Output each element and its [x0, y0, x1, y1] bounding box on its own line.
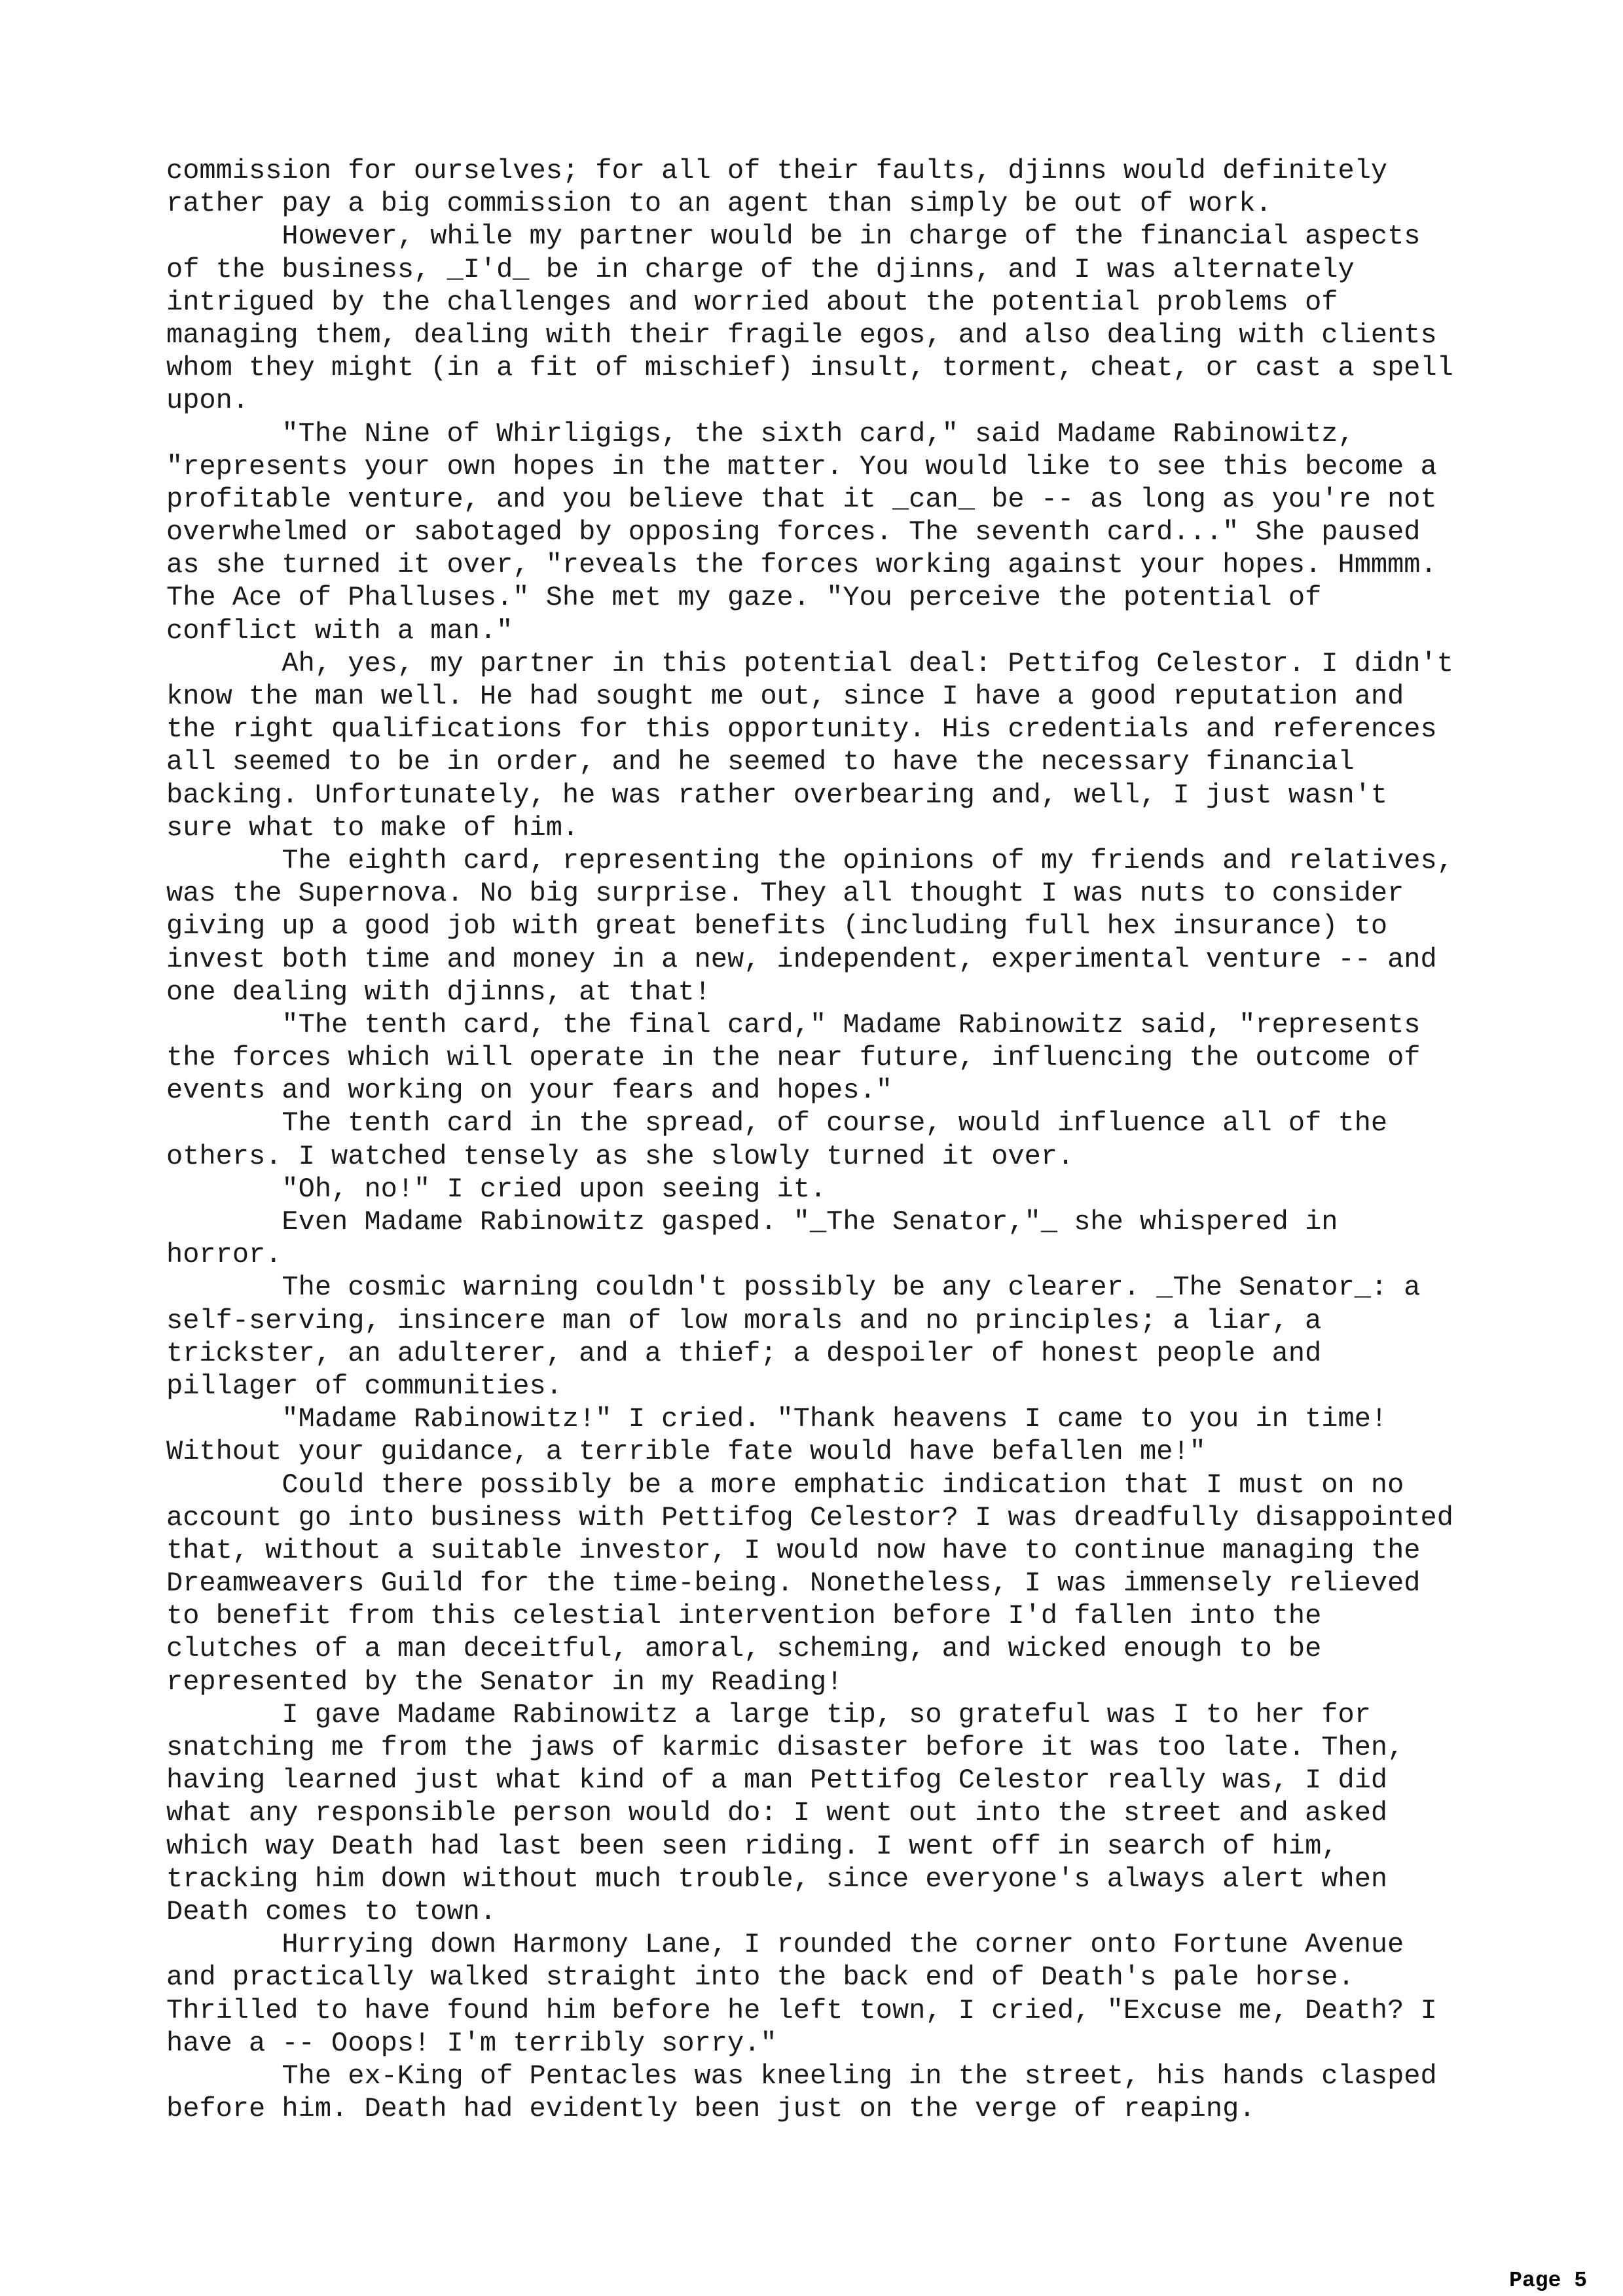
text-line: invest both time and money in a new, independent, experimental venture -- and — [166, 943, 1437, 975]
text-line: to benefit from this celestial intervention before I'd fallen into the — [166, 1600, 1322, 1632]
page-number: Page 5 — [1509, 2269, 1587, 2293]
text-line: clutches of a man deceitful, amoral, scheming, and wicked enough to be — [166, 1633, 1322, 1665]
text-line: horror. — [166, 1239, 282, 1271]
text-line: all seemed to be in order, and he seemed to have the necessary financial — [166, 746, 1355, 778]
text-line: represented by the Senator in my Reading! — [166, 1666, 843, 1698]
text-line: "Madame Rabinowitz!" I cried. "Thank heavens I came to you in time! — [166, 1403, 1388, 1435]
text-line: others. I watched tensely as she slowly turned it over. — [166, 1140, 1074, 1172]
text-line: Even Madame Rabinowitz gasped. "_The Senator,"_ she whispered in — [166, 1206, 1338, 1238]
text-line: what any responsible person would do: I went out into the street and asked — [166, 1797, 1388, 1829]
text-line: "represents your own hopes in the matter. You would like to see this become a — [166, 450, 1437, 482]
text-line: sure what to make of him. — [166, 812, 579, 844]
text-line: The tenth card in the spread, of course, would influence all of the — [166, 1107, 1388, 1139]
text-line: upon. — [166, 385, 249, 417]
text-line: Without your guidance, a terrible fate would have befallen me!" — [166, 1436, 1206, 1468]
text-line: However, while my partner would be in charge of the financial aspects — [166, 221, 1421, 253]
body-text — [166, 154, 1515, 2125]
text-line: commission for ourselves; for all of their faults, djinns would definitely — [166, 155, 1388, 187]
text-line: Ah, yes, my partner in this potential deal: Pettifog Celestor. I didn't — [166, 647, 1453, 679]
text-line: events and working on your fears and hopes." — [166, 1075, 892, 1107]
text-line: which way Death had last been seen riding. I went off in search of him, — [166, 1830, 1338, 1862]
text-line: backing. Unfortunately, he was rather overbearing and, well, I just wasn't — [166, 779, 1388, 811]
text-line: of the business, _I'd_ be in charge of the djinns, and I was alternately — [166, 253, 1355, 285]
text-line: the forces which will operate in the near future, influencing the outcome of — [166, 1042, 1421, 1074]
text-line: conflict with a man." — [166, 615, 513, 647]
text-line: Dreamweavers Guild for the time-being. Nonetheless, I was immensely relieved — [166, 1568, 1421, 1600]
text-line: one dealing with djinns, at that! — [166, 976, 711, 1008]
text-line: self-serving, insincere man of low morals and no principles; a liar, a — [166, 1304, 1322, 1336]
text-line: "The tenth card, the final card," Madame Rabinowitz said, "represents — [166, 1009, 1421, 1041]
text-line: The Ace of Phalluses." She met my gaze. "You perceive the potential of — [166, 582, 1322, 614]
text-line: trickster, an adulterer, and a thief; a despoiler of honest people and — [166, 1337, 1322, 1369]
text-line: whom they might (in a fit of mischief) insult, torment, cheat, or cast a spell — [166, 352, 1453, 384]
text-line: as she turned it over, "reveals the forces working against your hopes. Hmmmm. — [166, 549, 1437, 581]
text-line: Thrilled to have found him before he left town, I cried, "Excuse me, Death? I — [166, 1994, 1437, 2026]
text-line: "The Nine of Whirligigs, the sixth card," said Madame Rabinowitz, — [166, 418, 1355, 450]
text-line: intrigued by the challenges and worried about the potential problems of — [166, 286, 1338, 318]
text-line: Death comes to town. — [166, 1895, 497, 1928]
text-line: "Oh, no!" I cried upon seeing it. — [166, 1173, 827, 1205]
text-line: Hurrying down Harmony Lane, I rounded the corner onto Fortune Avenue — [166, 1929, 1404, 1961]
text-line: profitable venture, and you believe that it _can_ be -- as long as you're not — [166, 483, 1437, 515]
text-line: have a -- Ooops! I'm terribly sorry." — [166, 2027, 777, 2059]
text-line: The cosmic warning couldn't possibly be any clearer. _The Senator_: a — [166, 1272, 1421, 1304]
text-line: The eighth card, representing the opinions of my friends and relatives, — [166, 844, 1453, 876]
text-line: The ex-King of Pentacles was kneeling in the street, his hands clasped — [166, 2060, 1437, 2092]
text-line: before him. Death had evidently been just on the verge of reaping. — [166, 2093, 1256, 2125]
text-line: know the man well. He had sought me out, since I have a good reputation and — [166, 681, 1404, 712]
text-line: pillager of communities. — [166, 1370, 562, 1402]
text-line: Could there possibly be a more emphatic indication that I must on no — [166, 1469, 1404, 1501]
text-line: overwhelmed or sabotaged by opposing forces. The seventh card..." She paused — [166, 516, 1421, 548]
text-line: the right qualifications for this opportunity. His credentials and references — [166, 713, 1437, 745]
text-line: account go into business with Pettifog Celestor? I was dreadfully disappointed — [166, 1501, 1453, 1534]
text-line: that, without a suitable investor, I would now have to continue managing the — [166, 1534, 1421, 1566]
text-line: rather pay a big commission to an agent than simply be out of work. — [166, 188, 1272, 220]
text-line: tracking him down without much trouble, since everyone's always alert when — [166, 1863, 1388, 1895]
text-line: was the Supernova. No big surprise. They all thought I was nuts to consider — [166, 878, 1404, 910]
text-line: managing them, dealing with their fragile egos, and also dealing with clients — [166, 319, 1437, 351]
text-line: I gave Madame Rabinowitz a large tip, so grateful was I to her for — [166, 1698, 1371, 1731]
text-line: giving up a good job with great benefits (including full hex insurance) to — [166, 910, 1388, 942]
text-line: having learned just what kind of a man Pettifog Celestor really was, I did — [166, 1765, 1388, 1797]
text-line: and practically walked straight into the back end of Death's pale horse. — [166, 1962, 1355, 1994]
text-line: snatching me from the jaws of karmic disaster before it was too late. Then, — [166, 1732, 1404, 1763]
